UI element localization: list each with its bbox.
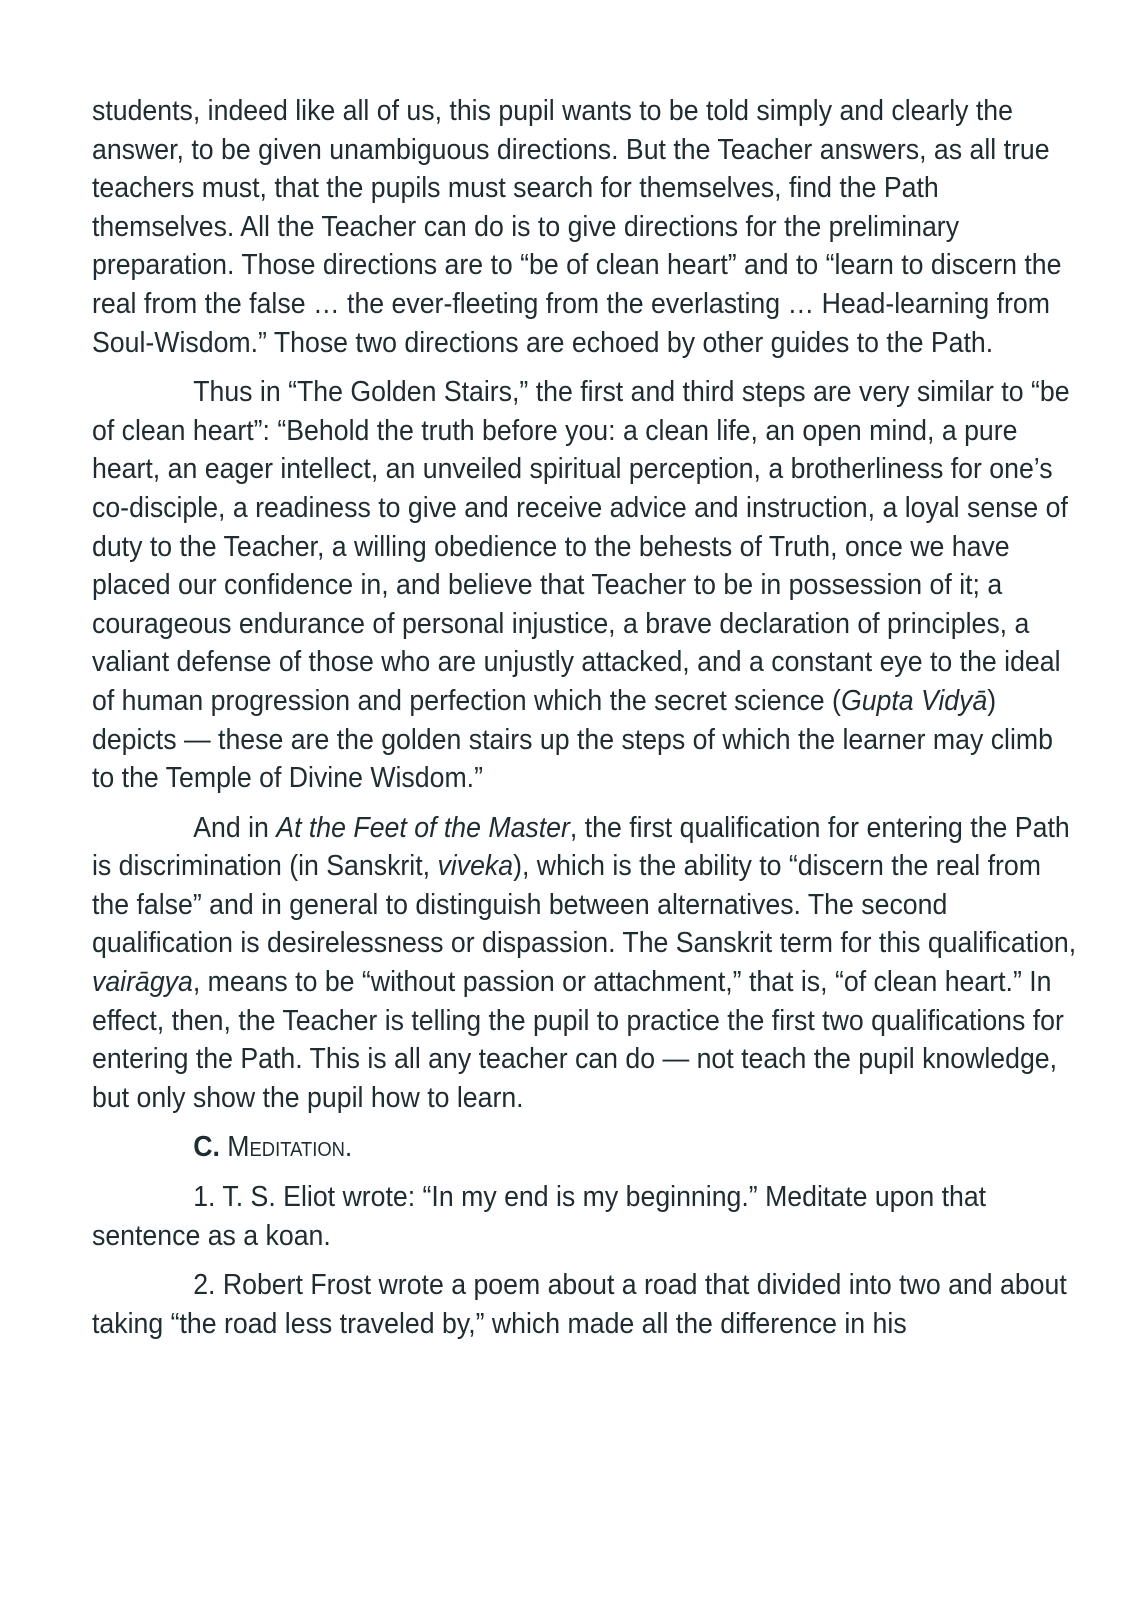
meditation-item-2 bbox=[92, 1266, 1082, 1343]
document-page bbox=[92, 92, 1082, 1343]
paragraph-golden-stairs bbox=[92, 373, 1082, 798]
text-run: Thus in “The Golden Stairs,” the first and third steps are very similar to “be of clean heart”: “Behold the truth before you: a clean life, an open mind, a pure heart, an eager intellect, an unveiled spiritual perception, a brotherliness for one’s co-disciple, a readiness to give and receive advice and instruction, a loyal sense of duty to the Teacher, a willing obedience to the behests of Truth, once we have placed our confidence in, and believe that Teacher to be in possession of it; a courageous endurance of personal injustice, a brave declaration of principles, a valiant defense of those who are unjustly attacked, and a constant eye to the ideal of human progression and perfection which the secret science ( bbox=[92, 376, 1070, 717]
text-run: ), which is the ability to “discern the real from the false” and in general to distinguish between alternatives. The second qualification is desirelessness or dispassion. The Sanskrit term for this qualification, bbox=[92, 850, 1077, 960]
text-run: , means to be “without passion or attachment,” that is, “of clean heart.” In effect, then, the Teacher is telling the pupil to practice the first two qualifications for entering the Path. This is all any teacher can do — not teach the pupil knowledge, but only show the pupil how to learn. bbox=[92, 966, 1064, 1114]
text-run: 1. T. S. Eliot wrote: “In my end is my beginning.” Meditate upon that sentence as a koan. bbox=[92, 1181, 987, 1252]
section-heading-meditation bbox=[92, 1128, 1082, 1167]
section-letter: C. bbox=[193, 1131, 220, 1164]
text-run: And in bbox=[193, 811, 277, 844]
paragraph-feet-of-master bbox=[92, 809, 1082, 1118]
italic-term-gupta-vidya: Gupta Vidyā bbox=[840, 684, 988, 717]
text-run: , the first qualification for entering the Path is discrimination (in Sanskrit, bbox=[92, 811, 1070, 883]
text-run: students, indeed like all of us, this pupil wants to be told simply and clearly the answer, to be given unambiguous directions. But the Teacher answers, as all true teachers must, that the pupils must search for themselves, find the Path themselves. All the Teacher can do is to give directions for the preliminary preparation. Those directions are to “be of clean heart” and to “learn to discern the real from the false … the ever-fleeting from the everlasting … Head-learning from Soul-Wisdom.” Those two directions are echoed by other guides to the Path. bbox=[92, 95, 1062, 359]
italic-title-at-the-feet-of-the-master: At the Feet of the Master bbox=[276, 811, 570, 844]
text-run: 2. Robert Frost wrote a poem about a road that divided into two and about taking “the road less traveled by,” which made all the difference in his bbox=[92, 1269, 1067, 1340]
text-run: ) depicts — these are the golden stairs up the steps of which the learner may climb to the Temple of Divine Wisdom.” bbox=[92, 684, 1053, 795]
italic-term-viveka: viveka bbox=[437, 850, 514, 883]
section-title: Meditation. bbox=[219, 1131, 353, 1164]
italic-term-vairagya: vairāgya bbox=[92, 966, 193, 999]
meditation-item-1 bbox=[92, 1178, 1082, 1255]
paragraph-students-answer bbox=[92, 92, 1082, 362]
